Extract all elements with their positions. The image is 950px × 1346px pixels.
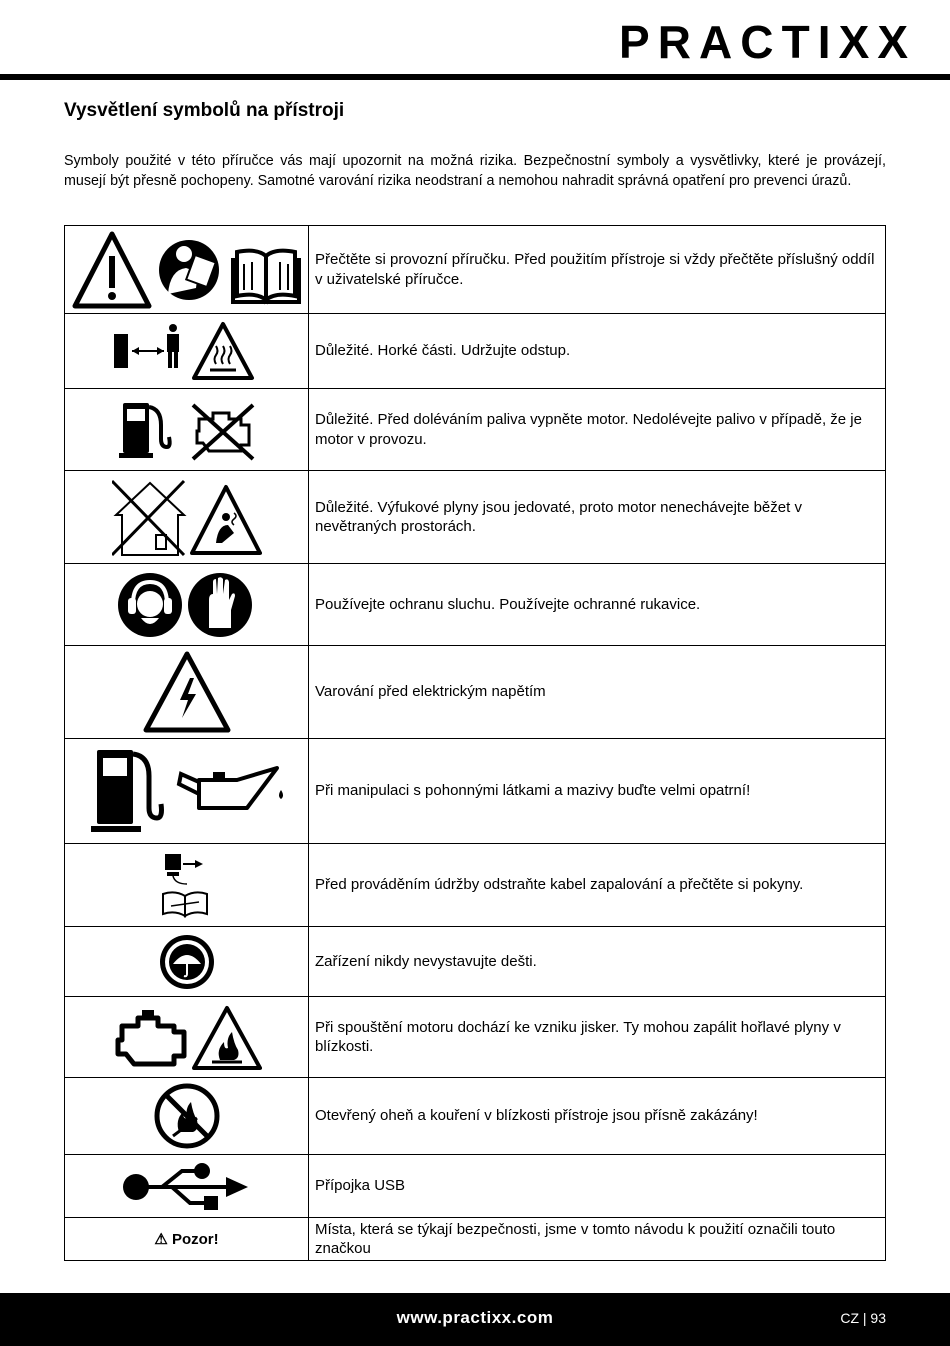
- table-row: [65, 997, 886, 1078]
- row-11-text: Otevřený oheň a kouření v blízkosti přístroje jsou přísně zakázány!: [309, 1078, 886, 1155]
- row-5-icons: [117, 570, 257, 640]
- table-row: [65, 739, 886, 844]
- spark-plug-maintenance-icon: [157, 850, 217, 920]
- table-row: [65, 226, 886, 314]
- open-book-icon: [233, 250, 299, 301]
- row-13-text: Místa, která se týkají bezpečnosti, jsme v tomto návodu k použití označili touto značkou: [309, 1218, 886, 1261]
- intro-paragraph: Symboly použité v této příručce vás mají upozornit na možná rizika. Bezpečnostní symboly a vysvětlivky, které je provázejí, musejí být přesně pochopeny. Samotné varování rizika neodstraní a nemohou nahradit správná opatření pro prevenci úrazů.: [64, 153, 886, 189]
- ear-protection-icon: [118, 573, 182, 637]
- no-rain-icon: [159, 934, 215, 990]
- no-running-engine-icon: [193, 405, 253, 459]
- row-1-icons: [72, 230, 302, 310]
- row-3-text: Důležité. Před doléváním paliva vypněte motor. Nedolévejte palivo v případě, že je motor v provozu.: [309, 389, 886, 471]
- footer-url[interactable]: www.practixx.com: [396, 1308, 554, 1327]
- row-7-text: Při manipulaci s pohonnými látkami a mazivy buďte velmi opatrní!: [309, 739, 886, 844]
- table-row: [65, 646, 886, 739]
- row-2-icons: [112, 320, 262, 382]
- table-row: [65, 1218, 886, 1261]
- electric-hazard-icon: [142, 650, 232, 734]
- gloves-icon: [188, 573, 252, 637]
- row-4-icons: [112, 477, 262, 557]
- usb-icon: [122, 1161, 252, 1211]
- header-rule: [0, 74, 950, 80]
- no-indoor-use-icon: [112, 481, 184, 555]
- caution-label: ⚠ Pozor!: [65, 1218, 309, 1261]
- row-5-text: Používejte ochranu sluchu. Používejte ochranné rukavice.: [309, 564, 886, 646]
- row-3-icons: [117, 397, 257, 463]
- fuel-pump-icon: [91, 750, 162, 832]
- row-8-text: Před prováděním údržby odstraňte kabel zapalování a přečtěte si pokyny.: [309, 844, 886, 927]
- toxic-fumes-icon: [192, 487, 260, 553]
- warning-triangle-icon: [75, 234, 149, 306]
- keep-distance-icon: [114, 324, 179, 368]
- row-7-icons: [87, 746, 287, 836]
- table-row: [65, 1155, 886, 1218]
- hot-surface-icon: [194, 324, 252, 378]
- row-1-text: Přečtěte si provozní příručku. Před použitím přístroje si vždy přečtěte příslušný oddíl v uživatelské příručce.: [309, 226, 886, 314]
- svg-text:PRACTIXX: PRACTIXX: [619, 16, 909, 68]
- practixx-logo: [619, 14, 914, 74]
- engine-icon: [118, 1010, 184, 1064]
- no-fire-icon: [153, 1082, 221, 1150]
- row-6-text: Varování před elektrickým napětím: [309, 646, 886, 739]
- symbols-table: [64, 225, 886, 1261]
- table-row: [65, 564, 886, 646]
- table-row: [65, 1078, 886, 1155]
- row-9-text: Zařízení nikdy nevystavujte dešti.: [309, 927, 886, 997]
- read-manual-person-icon: [159, 240, 219, 300]
- table-row: [65, 844, 886, 927]
- flammable-icon: [194, 1008, 260, 1068]
- page-title: Vysvětlení symbolů na přístroji: [64, 100, 345, 121]
- table-row: [65, 927, 886, 997]
- fuel-pump-icon: [119, 403, 170, 458]
- table-row: [65, 389, 886, 471]
- table-row: [65, 471, 886, 564]
- page-number: CZ | 93: [840, 1310, 886, 1326]
- row-12-text: Přípojka USB: [309, 1155, 886, 1218]
- footer: [0, 1293, 950, 1346]
- row-4-text: Důležité. Výfukové plyny jsou jedovaté, proto motor nenechávejte běžet v nevětraných prostorách.: [309, 471, 886, 564]
- row-10-icons: [112, 1002, 262, 1072]
- row-10-text: Při spouštění motoru dochází ke vzniku jisker. Ty mohou zapálit hořlavé plyny v blízkosti.: [309, 997, 886, 1078]
- table-row: [65, 314, 886, 389]
- oil-can-icon: [179, 768, 283, 808]
- row-2-text: Důležité. Horké části. Udržujte odstup.: [309, 314, 886, 389]
